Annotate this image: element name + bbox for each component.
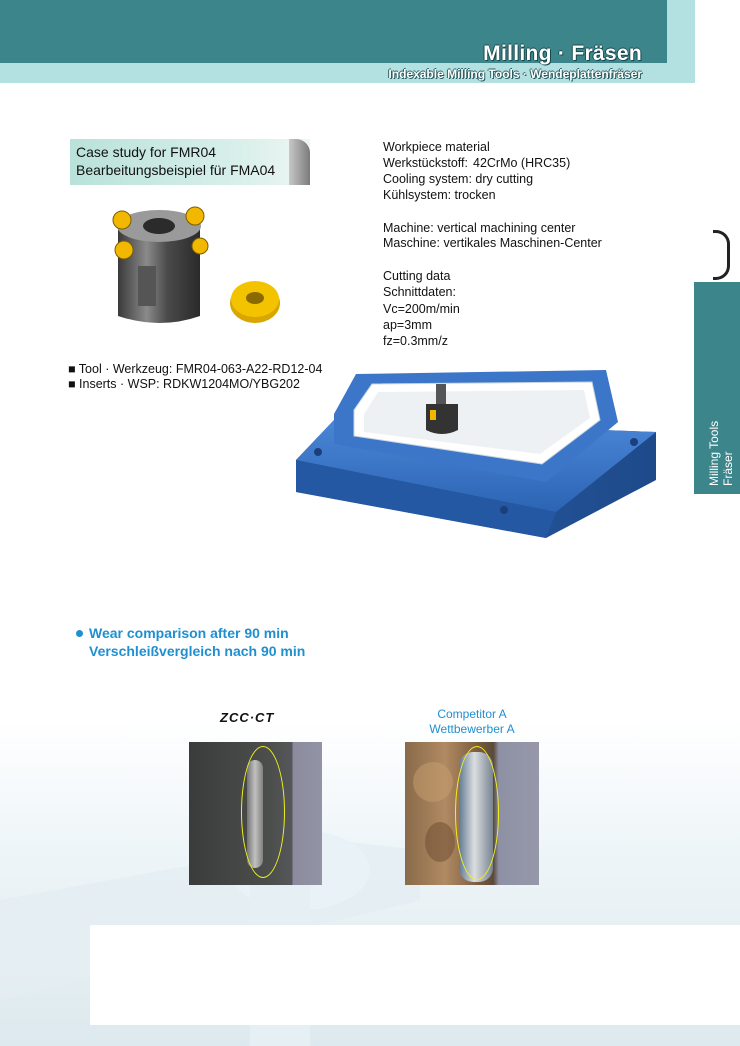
- side-tab-label: [694, 282, 740, 494]
- wear-heading-de: Verschleißvergleich nach 90 min: [89, 643, 306, 659]
- feed-per-tooth: fz=0.3mm/z: [383, 334, 448, 348]
- competitor-wear-highlight: [455, 746, 499, 880]
- case-study-title-de: Bearbeitungsbeispiel für FMA04: [76, 162, 276, 178]
- machine-de: Maschine: vertikales Maschinen-Center: [383, 236, 602, 250]
- insert-image: [228, 278, 282, 324]
- machine-en: Machine: vertical machining center: [383, 221, 576, 235]
- competitor-label-en: Competitor A: [437, 707, 507, 721]
- cooling-de: Kühlsystem: trocken: [383, 188, 496, 202]
- workpiece-label-de: Werkstückstoff:: [383, 156, 468, 170]
- cooling-en: Cooling system: dry cutting: [383, 172, 534, 186]
- insert-spec: ■ Inserts · WSP: RDKW1204MO/YBG202: [68, 377, 300, 391]
- wear-heading-en: Wear comparison after 90 min: [89, 625, 289, 641]
- competitor-wear-photo: [405, 742, 539, 885]
- depth-of-cut: ap=3mm: [383, 318, 432, 332]
- cutting-speed: Vc=200m/min: [383, 302, 460, 316]
- chapter-number-mark: [713, 230, 730, 280]
- workpiece-label-en: Workpiece material: [383, 140, 490, 154]
- page-title: Milling · Fräsen: [483, 42, 642, 65]
- zcc-wear-photo: [189, 742, 322, 885]
- case-study-box-corner: [289, 139, 310, 185]
- competitor-label: [405, 707, 539, 737]
- workpiece-material: 42CrMo (HRC35): [473, 156, 571, 170]
- cutting-data-label-de: Schnittdaten:: [383, 285, 456, 299]
- wear-heading-bullet: [76, 630, 83, 637]
- bottom-white-panel: [90, 925, 740, 1025]
- side-tab-line1: Milling Tools: [707, 420, 721, 486]
- zcc-ct-logo: ZCC·CT: [220, 710, 275, 725]
- tool-spec: ■ Tool · Werkzeug: FMR04-063-A22-RD12-04: [68, 362, 323, 376]
- cutting-data-label-en: Cutting data: [383, 269, 451, 283]
- header-right-strip: [667, 0, 695, 83]
- competitor-rust-patch-2: [425, 822, 455, 862]
- workpiece-image: [294, 352, 656, 542]
- case-study-title-en: Case study for FMR04: [76, 144, 217, 160]
- page-subtitle: Indexable Milling Tools · Wendeplattenfräser: [388, 67, 642, 81]
- side-tab-line2: Fräser: [721, 451, 735, 486]
- milling-cutter-image: [100, 196, 220, 330]
- zcc-wear-highlight: [241, 746, 285, 878]
- competitor-label-de: Wettbewerber A: [429, 722, 515, 736]
- competitor-rust-patch: [413, 762, 453, 802]
